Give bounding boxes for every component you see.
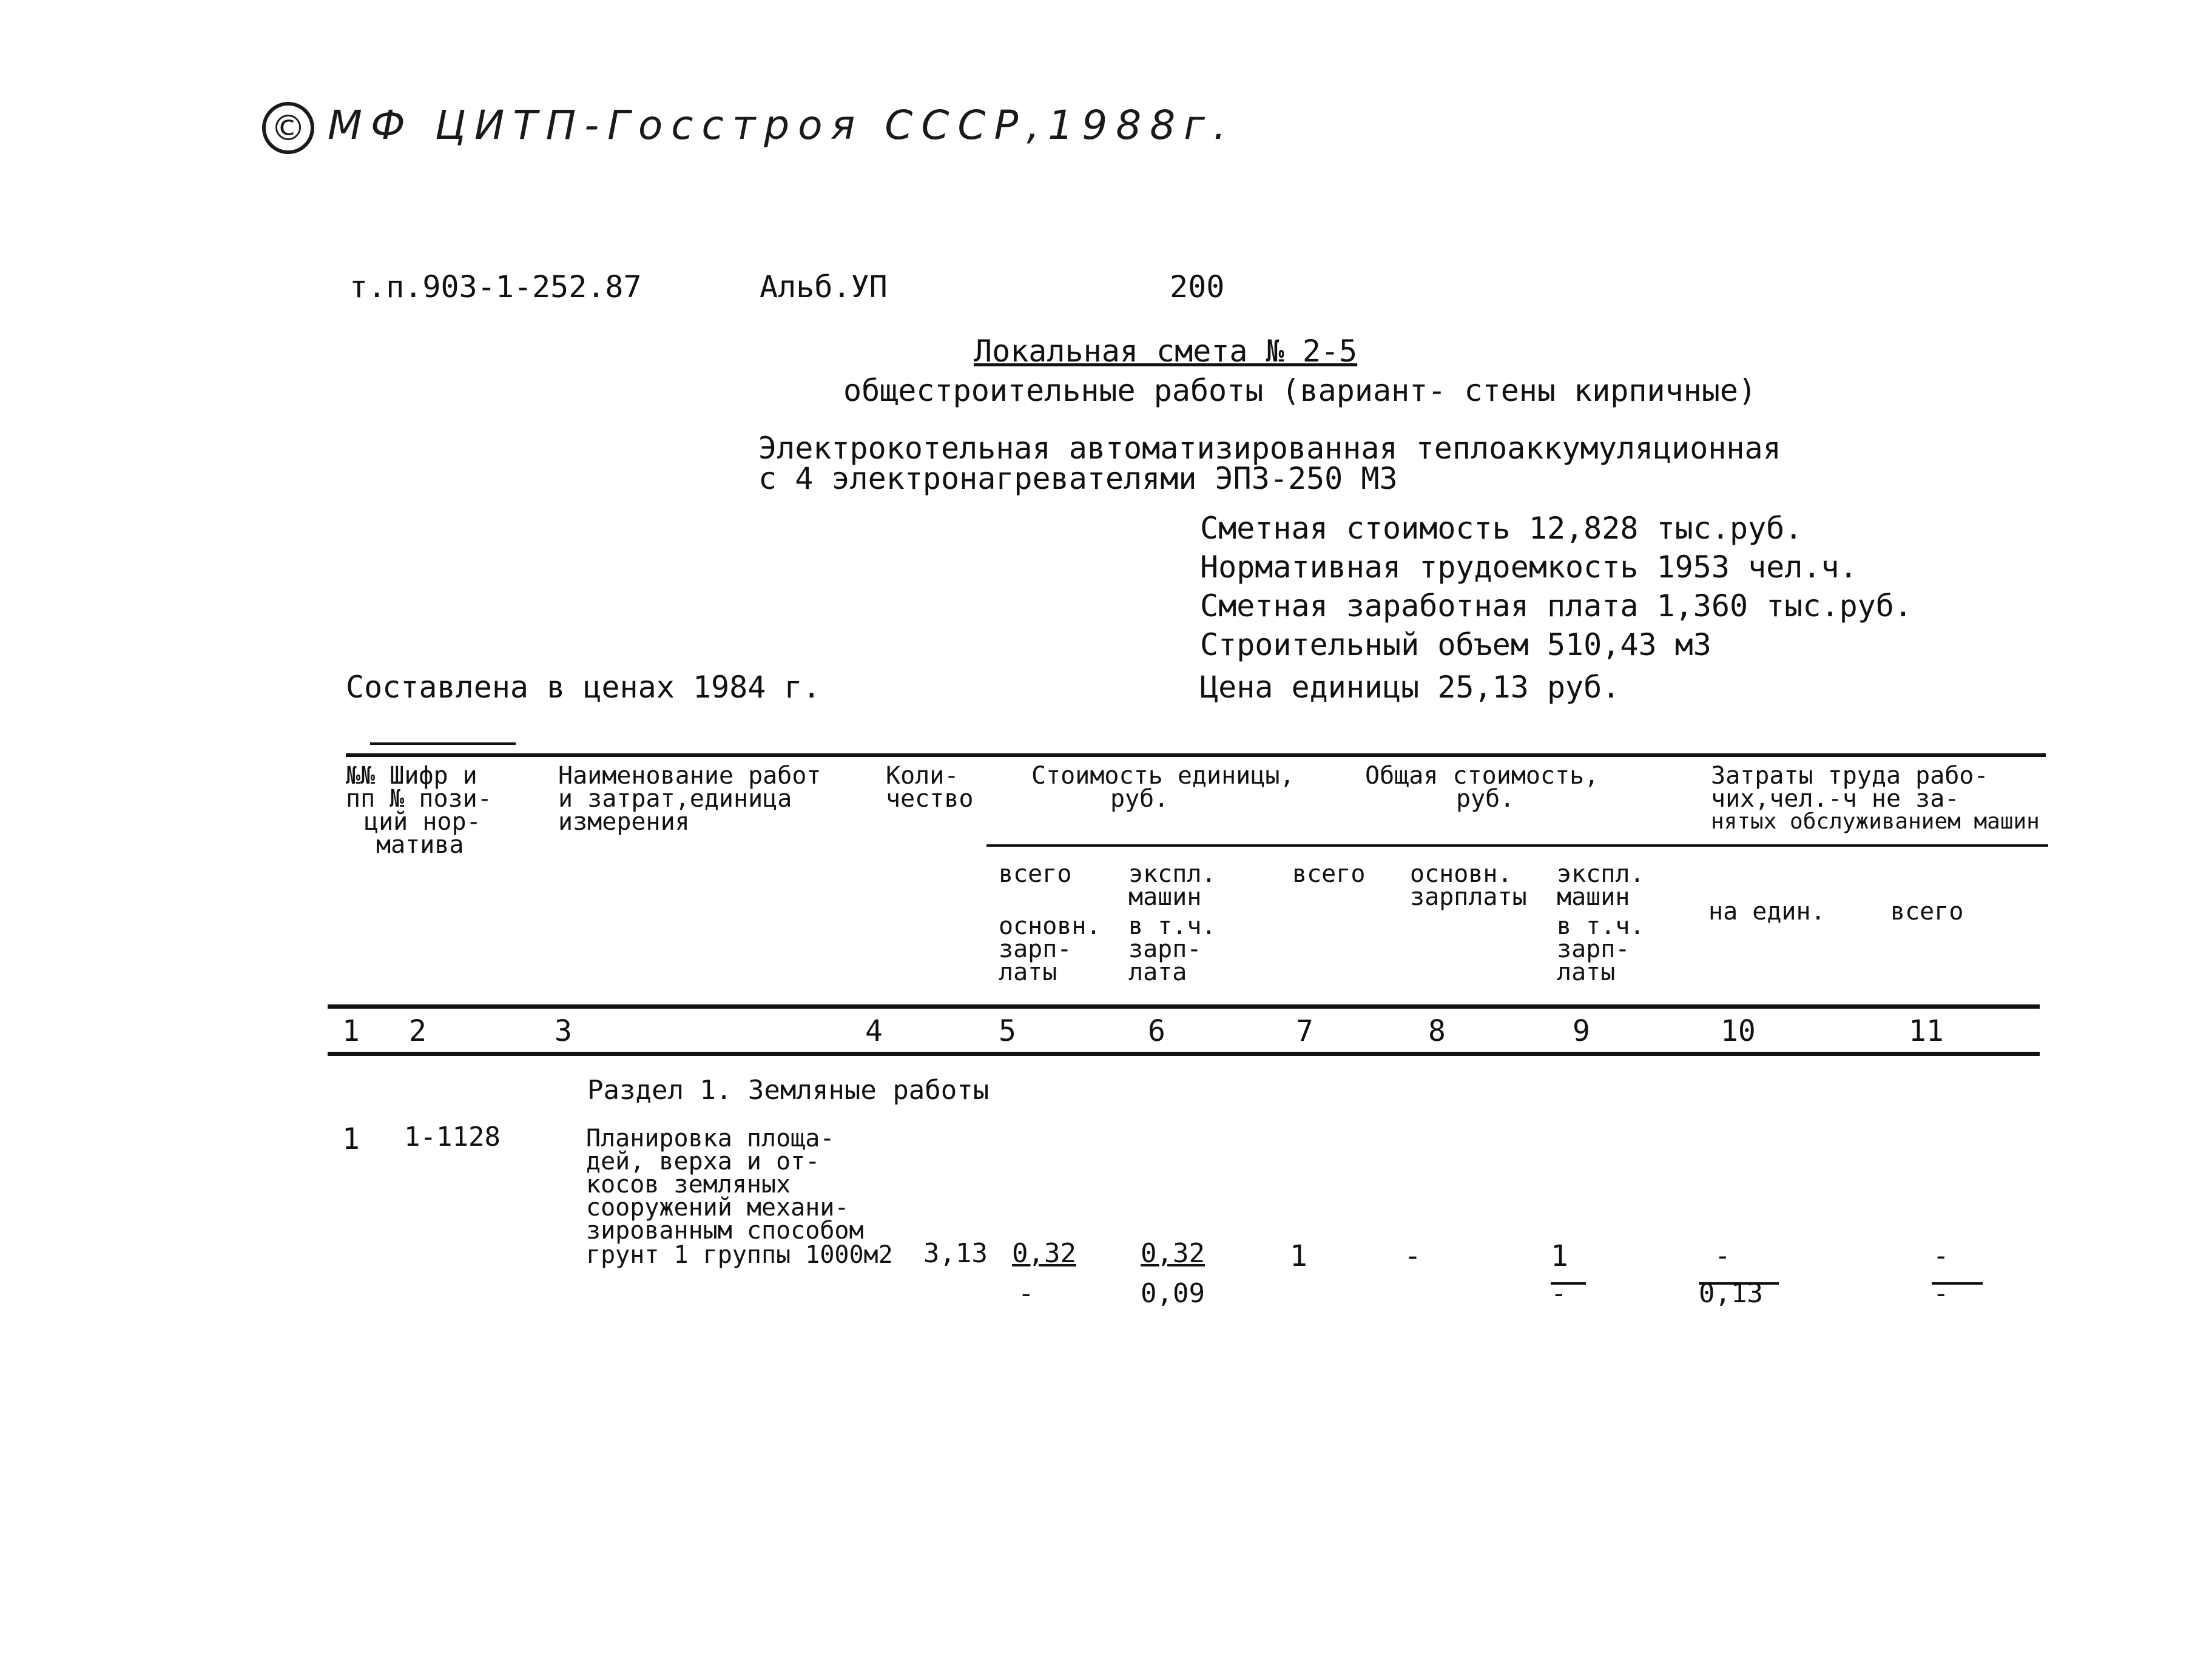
row-code: 1-1128 [404,1122,501,1152]
section-heading: Раздел 1. Земляные работы [587,1075,990,1106]
sub7: всего [1292,860,1366,888]
colnum-6: 6 [1148,1014,1165,1048]
row-name-line5: зированным способом [586,1217,864,1245]
copyright-icon: © [262,102,314,154]
sub5b-line1: основн. [999,912,1101,940]
header-total-cost-line1: Общая стоимость, [1365,762,1599,790]
header-col4-line1: Коли- [886,762,959,790]
colnum-3: 3 [555,1014,572,1048]
object-line-2: с 4 электронагревателями ЭПЗ-250 МЗ [758,461,1398,496]
estimated-wages: Сметная заработная плата 1,360 тыс.руб. [1200,588,1912,624]
row-c5-bottom: - [1018,1278,1034,1309]
colnum-bottom-rule [328,1052,2040,1056]
sub9-line2: машин [1557,883,1630,911]
row-qty: 3,13 [923,1238,988,1269]
subheader-rule [986,844,2048,847]
row-c8: - [1404,1239,1421,1273]
header-col3-line3: измерения [558,808,690,836]
colnum-1: 1 [342,1014,360,1048]
header-col1-line1: №№ Шифр и [346,762,477,790]
labor-intensity: Нормативная трудоемкость 1953 чел.ч. [1200,550,1858,585]
colnum-8: 8 [1428,1014,1446,1048]
header-unit-cost-line2: руб. [1110,785,1169,813]
header-labor-line1: Затраты труда рабо- [1711,762,1989,790]
sub9-line5: латы [1557,958,1616,986]
header-col1-line3: ций нор- [364,808,481,836]
estimate-title: Локальная смета № 2-5 [974,334,1358,369]
object-line-1: Электрокотельная автоматизированная теплоаккумуляционная [758,431,1781,466]
colnum-5: 5 [999,1014,1016,1048]
row-name-line1: Планировка площа- [586,1125,835,1152]
sub10: на един. [1708,898,1826,926]
project-code: т.п.903-1-252.87 [349,269,642,304]
colnum-4: 4 [865,1014,883,1048]
colnum-10: 10 [1721,1014,1756,1048]
header-col3-line2: и затрат,единица [558,785,792,813]
colnum-2: 2 [409,1014,427,1048]
header-labor-line2: чих,чел.-ч не за- [1711,785,1960,813]
row-name-line2: дей, верха и от- [586,1148,820,1175]
unit-price: Цена единицы 25,13 руб. [1200,670,1620,705]
sub6-line2: машин [1128,883,1202,911]
header-bottom-rule [328,1004,2040,1009]
table-top-rule-short [370,742,516,745]
building-volume: Строительный объем 510,43 м3 [1200,627,1711,662]
sub5b-line2: зарп- [999,935,1072,963]
header-total-cost-line2: руб. [1456,785,1515,813]
sub9-line4: зарп- [1557,935,1630,963]
row-c7: 1 [1290,1239,1307,1273]
sub6-line4: зарп- [1128,935,1202,963]
header-col3-line1: Наименование работ [558,762,821,790]
row-c6-top: 0,32 [1141,1238,1205,1269]
sub6-line3: в т.ч. [1128,912,1216,940]
header-col4-line2: чество [886,785,974,813]
row-name-line4: сооружений механи- [586,1194,849,1222]
compiled-date: Составлена в ценах 1984 г. [346,670,821,705]
row-c11-bottom: - [1933,1278,1949,1309]
copyright-stamp [262,102,1235,154]
sub5b-line3: латы [999,958,1057,986]
row-name-last: грунт 1 группы 1000м2 [586,1241,893,1269]
sub6-line1: экспл. [1128,860,1216,888]
sub8-line1: основн. [1410,860,1512,888]
sub6-line5: лата [1128,958,1187,986]
header-unit-cost-line1: Стоимость единицы, [1031,762,1295,790]
page-number: 200 [1170,269,1225,304]
header-labor-line3: нятых обслуживанием машин [1711,809,2040,834]
album-label: Альб.УП [760,269,888,304]
row-c6-bottom: 0,09 [1141,1278,1205,1309]
header-col1-line4: матива [376,831,464,859]
sub8-line2: зарплаты [1410,883,1527,911]
colnum-11: 11 [1909,1014,1944,1048]
row-number: 1 [342,1122,360,1156]
colnum-9: 9 [1573,1014,1590,1048]
colnum-7: 7 [1296,1014,1313,1048]
row-c10-top: - [1715,1240,1731,1271]
sub9-line1: экспл. [1557,860,1645,888]
sub11: всего [1890,898,1964,926]
sub9-line3: в т.ч. [1557,912,1645,940]
row-c11-top: - [1933,1240,1949,1271]
estimated-cost: Сметная стоимость 12,828 тыс.руб. [1200,511,1803,546]
row-c5-top: 0,32 [1012,1238,1076,1269]
estimate-subtitle: общестроительные работы (вариант- стены кирпичные) [843,373,1757,408]
row-c9-top: 1 [1551,1239,1568,1273]
row-c10-bottom: 0,13 [1699,1278,1763,1309]
stamp-text: МФ ЦИТП-Госстроя СССР,1988г. [328,102,1235,149]
sub5a: всего [999,860,1072,888]
row-c9-bottom: - [1551,1278,1567,1309]
table-top-rule [346,753,2046,757]
row-name-line3: косов земляных [586,1171,791,1199]
header-col1-line2: пп № пози- [346,785,492,813]
